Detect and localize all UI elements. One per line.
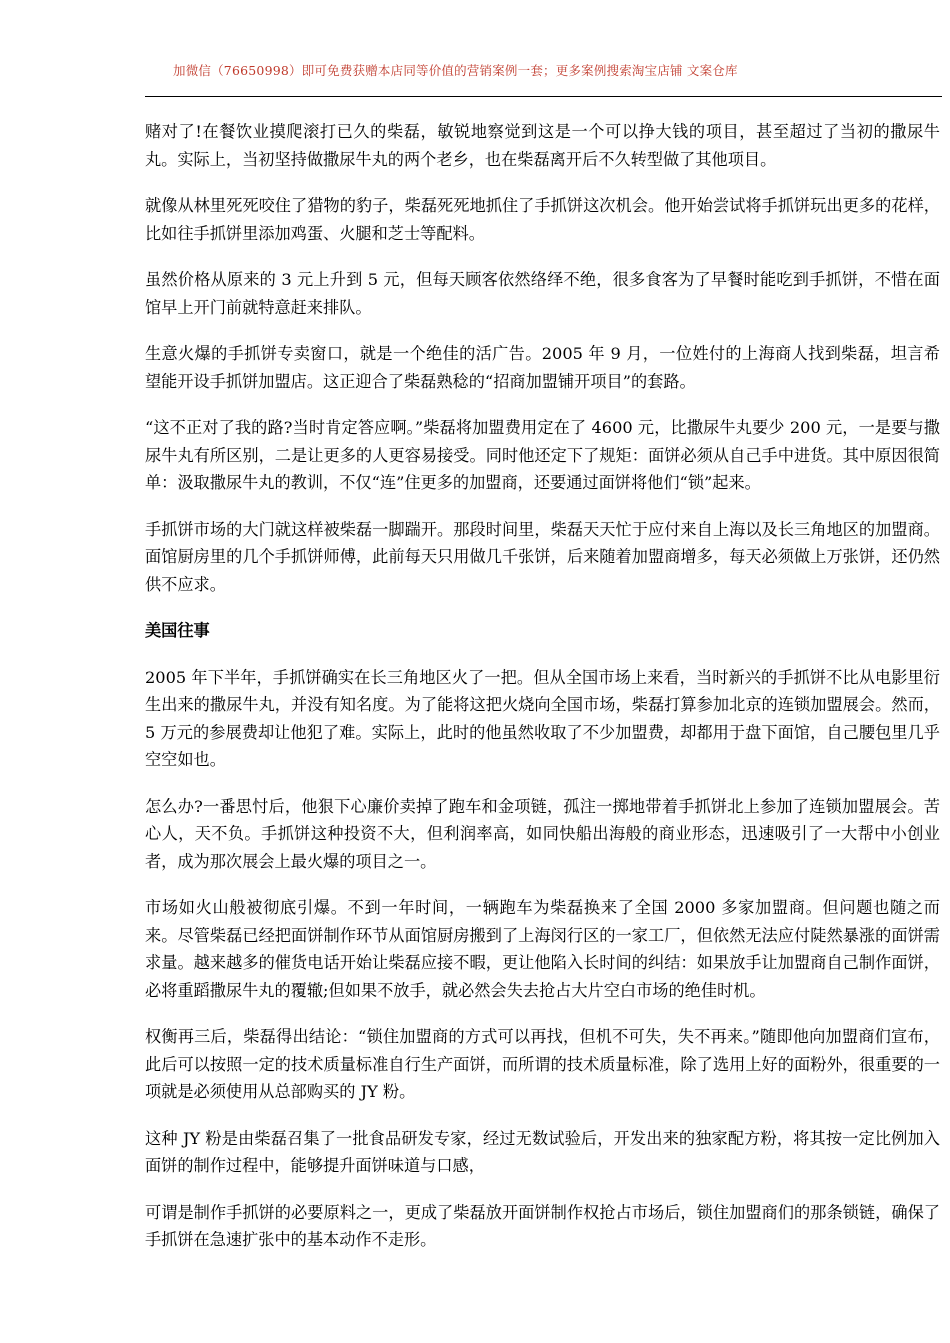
paragraph: 虽然价格从原来的 3 元上升到 5 元，但每天顾客依然络绎不绝，很多食客为了早餐时能吃到手抓饼，不惜在面馆早上开门前就特意赶来排队。	[145, 270, 940, 317]
document-body	[145, 118, 940, 1273]
paragraph: 就像从林里死死咬住了猎物的豹子，柴磊死死地抓住了手抓饼这次机会。他开始尝试将手抓饼玩出更多的花样，比如往手抓饼里添加鸡蛋、火腿和芝士等配料。	[145, 196, 940, 243]
paragraph: 2005 年下半年，手抓饼确实在长三角地区火了一把。但从全国市场上来看，当时新兴的手抓饼不比从电影里衍生出来的撒尿牛丸，并没有知名度。为了能将这把火烧向全国市场，柴磊打算参加北京的连锁加盟展会。然而，5 万元的参展费却让他犯了难。实际上，此时的他虽然收取了不少加盟费，却都用于盘下面馆，自己腰包里几乎空空如也。	[145, 667, 940, 769]
paragraph: 赌对了!在餐饮业摸爬滚打已久的柴磊，敏锐地察觉到这是一个可以挣大钱的项目，甚至超过了当初的撒尿牛丸。实际上，当初坚持做撒尿牛丸的两个老乡，也在柴磊离开后不久转型做了其他项目。	[145, 122, 940, 169]
paragraph: “这不正对了我的路?当时肯定答应啊。”柴磊将加盟费用定在了 4600 元，比撒尿牛丸要少 200 元，一是要与撒尿牛丸有所区别，二是让更多的人更容易接受。同时他还定下了规矩：面饼必须从自己手中进货。其中原因很简单：汲取撒尿牛丸的教训，不仅“连”住更多的加盟商，还要通过面饼将他们“锁”起来。	[145, 418, 940, 492]
paragraph: 生意火爆的手抓饼专卖窗口，就是一个绝佳的活广告。2005 年 9 月，一位姓付的上海商人找到柴磊，坦言希望能开设手抓饼加盟店。这正迎合了柴磊熟稔的“招商加盟铺开项目”的套路。	[145, 344, 940, 391]
header-divider	[145, 96, 942, 97]
header-promo-note: 加微信（76650998）即可免费获赠本店同等价值的营销案例一套；更多案例搜索淘宝店铺 文案仓库	[173, 63, 738, 78]
paragraph: 怎么办?一番思忖后，他狠下心廉价卖掉了跑车和金项链，孤注一掷地带着手抓饼北上参加了连锁加盟展会。苦心人，天不负。手抓饼这种投资不大，但利润率高，如同快船出海般的商业形态，迅速吸引了一大帮中小创业者，成为那次展会上最火爆的项目之一。	[145, 796, 940, 871]
paragraph: 手抓饼市场的大门就这样被柴磊一脚踹开。那段时间里，柴磊天天忙于应付来自上海以及长三角地区的加盟商。面馆厨房里的几个手抓饼师傅，此前每天只用做几千张饼，后来随着加盟商增多，每天必须做上万张饼，还仍然供不应求。	[145, 519, 940, 594]
paragraph: 市场如火山般被彻底引爆。不到一年时间，一辆跑车为柴磊换来了全国 2000 多家加盟商。但问题也随之而来。尽管柴磊已经把面饼制作环节从面馆厨房搬到了上海闵行区的一家工厂，但依然无法应付陡然暴涨的面饼需求量。越来越多的催货电话开始让柴磊应接不暇，更让他陷入长时间的纠结：如果放手让加盟商自己制作面饼，必将重蹈撒尿牛丸的覆辙;但如果不放手，就必然会失去抢占大片空白市场的绝佳时机。	[145, 898, 940, 1000]
paragraph: 这种 JY 粉是由柴磊召集了一批食品研发专家，经过无数试验后，开发出来的独家配方粉，将其按一定比例加入面饼的制作过程中，能够提升面饼味道与口感，	[145, 1128, 940, 1175]
paragraph: 权衡再三后，柴磊得出结论：“锁住加盟商的方式可以再找，但机不可失，失不再来。”随即他向加盟商们宣布，此后可以按照一定的技术质量标准自行生产面饼，而所谓的技术质量标准，除了选用上好的面粉外，很重要的一项就是必须使用从总部购买的 JY 粉。	[145, 1027, 940, 1101]
paragraph: 可谓是制作手抓饼的必要原料之一，更成了柴磊放开面饼制作权抢占市场后，锁住加盟商们的那条锁链，确保了手抓饼在急速扩张中的基本动作不走形。	[145, 1202, 940, 1249]
section-heading: 美国往事	[145, 621, 210, 640]
